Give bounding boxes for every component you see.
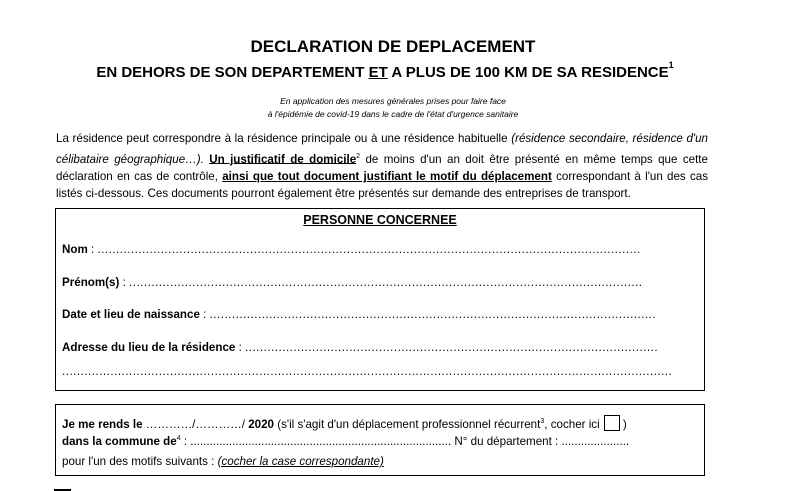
commune-departement-text: : ................................................................................. N° du département : ..................... — [180, 435, 630, 448]
naissance-dots: ........................................................................................................................ — [209, 308, 657, 321]
intro-paragraph — [56, 130, 708, 203]
travel-motifs-line — [62, 455, 384, 468]
nom-label: Nom — [62, 243, 88, 256]
prenom-sep: : — [119, 276, 130, 289]
person-section-title — [56, 213, 704, 227]
legal-note-line1: En application des mesures générales prises pour faire face — [280, 96, 506, 106]
adresse-label: Adresse du lieu de la résidence — [62, 341, 236, 354]
prenom-dots: .......................................................................................................................................... — [129, 276, 643, 289]
naissance-sep: : — [199, 308, 210, 321]
nom-dots: .................................................................................................................................................. — [97, 243, 641, 256]
motifs-text: pour l'un des motifs suivants : — [62, 455, 218, 468]
motifs-instruction: (cocher la case correspondante) — [217, 455, 384, 468]
footnote-separator — [54, 489, 71, 491]
subtitle-part1: EN DEHORS DE SON DEPARTEMENT — [96, 64, 369, 81]
prenom-label: Prénom(s) — [62, 276, 120, 289]
person-section-title-text: PERSONNE CONCERNEE — [303, 213, 457, 227]
travel-section — [55, 404, 705, 476]
recurrent-checkbox[interactable] — [604, 415, 620, 431]
intro-italic: (résidence secondaire, résidence d'un célibataire géographique…). — [56, 132, 709, 166]
travel-paren-close: ) — [622, 418, 627, 431]
intro-footnote-2: 2 — [356, 152, 361, 160]
travel-year: 2020 — [248, 418, 274, 431]
adresse-field[interactable] — [62, 341, 694, 354]
subtitle-part2: A PLUS DE 100 KM DE SA RESIDENCE — [387, 64, 669, 81]
commune-footnote-4: 4 — [176, 435, 181, 443]
intro-text-2: de moins d'un an doit être présenté en même temps que cette déclaration en cas de contrôle, — [56, 152, 708, 183]
commune-label: dans la commune de — [62, 435, 177, 448]
document-title: DECLARATION DE DEPLACEMENT — [250, 37, 536, 56]
adresse-sep: : — [235, 341, 246, 354]
intro-justificatif: Un justificatif de domicile — [209, 152, 357, 166]
prenom-field[interactable] — [62, 276, 694, 289]
document-subtitle — [0, 60, 770, 81]
travel-footnote-3: 3 — [540, 418, 545, 426]
subtitle-footnote: 1 — [668, 60, 674, 70]
adresse-extra-dots: .................................................................................................................................................................... — [62, 365, 673, 378]
intro-text-1: La résidence peut correspondre à la résidence principale ou à une résidence habituelle — [56, 132, 512, 145]
travel-recurrent-text: (s'il s'agit d'un déplacement professionnel récurrent — [274, 418, 541, 431]
travel-commune-line[interactable] — [62, 435, 629, 448]
nom-sep: : — [87, 243, 98, 256]
naissance-field[interactable] — [62, 308, 694, 321]
naissance-label: Date et lieu de naissance — [62, 308, 200, 321]
person-section — [55, 208, 705, 391]
intro-text-3: correspondant à l'un des cas listés ci-dessous. Ces documents pourront également être présentés sur demande des entreprises de transport. — [56, 169, 709, 201]
travel-date-label: Je me rends le — [62, 418, 143, 431]
travel-date-blank[interactable]: …………/…………/ — [142, 418, 249, 431]
legal-note-line2: à l'épidémie de covid-19 dans le cadre de l'état d'urgence sanitaire — [267, 109, 519, 119]
adresse-extra-line[interactable] — [62, 365, 694, 378]
travel-recurrent-end: , cocher ici — [544, 418, 600, 431]
adresse-dots: ............................................................................................................... — [245, 341, 659, 354]
subtitle-underlined: ET — [368, 64, 388, 81]
intro-document-motif: ainsi que tout document justifiant le motif du déplacement — [222, 169, 552, 183]
travel-date-line — [62, 415, 627, 431]
nom-field[interactable] — [62, 243, 694, 256]
